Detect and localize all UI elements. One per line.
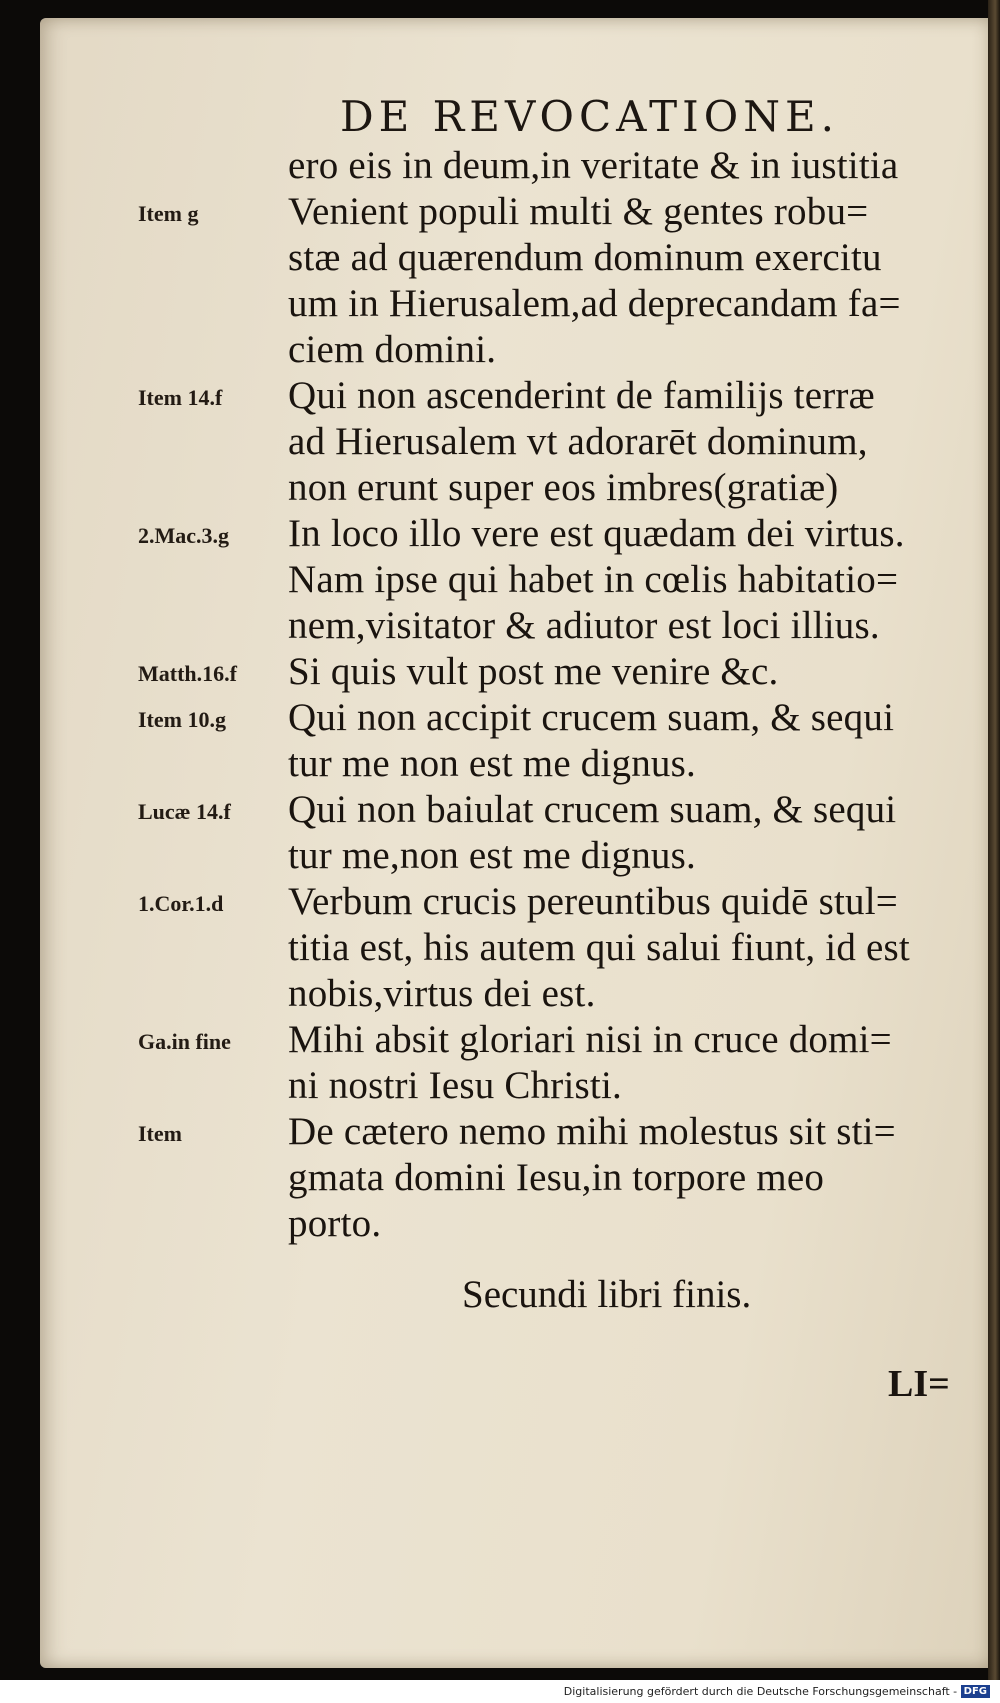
- dfg-logo: DFG: [961, 1685, 990, 1698]
- text-line: Mihi absit gloriari nisi in cruce domi=: [288, 1018, 892, 1061]
- margin-reference: Item 10.g: [138, 707, 226, 732]
- text-line: non erunt super eos imbres(gratiæ): [288, 466, 839, 509]
- text-line: tur me non est me dignus.: [288, 742, 696, 785]
- text-line: stæ ad quærendum dominum exercitu: [288, 236, 882, 279]
- footer-text: Digitalisierung gefördert durch die Deutsche Forschungsgemeinschaft -: [563, 1685, 958, 1698]
- margin-reference: Item 14.f: [138, 385, 223, 410]
- text-line: Verbum crucis pereuntibus quidē stul=: [288, 880, 898, 923]
- text-line: nobis,virtus dei est.: [288, 972, 596, 1015]
- text-line: um in Hierusalem,ad deprecandam fa=: [288, 282, 901, 325]
- book-spine-edge: [988, 0, 1000, 1703]
- running-head: DE REVOCATIONE.: [340, 92, 839, 141]
- margin-reference: Lucæ 14.f: [138, 799, 231, 824]
- text-line: Qui non accipit crucem suam, & sequi: [288, 696, 895, 739]
- explicit-line: Secundi libri finis.: [462, 1273, 752, 1316]
- text-line: ni nostri Iesu Christi.: [288, 1064, 622, 1107]
- text-line: nem,visitator & adiutor est loci illius.: [288, 604, 880, 647]
- text-line: ciem domini.: [288, 328, 497, 371]
- text-line: ero eis in deum,in veritate & in iustitia: [288, 144, 899, 187]
- text-line: De cætero nemo mihi molestus sit sti=: [288, 1110, 896, 1153]
- margin-reference: 1.Cor.1.d: [138, 891, 224, 916]
- margin-reference: Item g: [138, 201, 199, 226]
- text-line: Qui non ascenderint de familijs terræ: [288, 374, 875, 417]
- text-line: Qui non baiulat crucem suam, & sequi: [288, 788, 897, 831]
- text-line: gmata domini Iesu,in torpore meo: [288, 1156, 825, 1199]
- margin-reference: Item: [138, 1121, 182, 1146]
- footer-bar: [0, 1680, 1000, 1703]
- text-line: Si quis vult post me venire &c.: [288, 650, 779, 693]
- text-line: ad Hierusalem vt adorarēt dominum,: [288, 420, 868, 463]
- text-line: In loco illo vere est quædam dei virtus.: [288, 512, 905, 555]
- footer-credit: [564, 1680, 1000, 1698]
- text-line: porto.: [288, 1202, 382, 1245]
- text-line: Nam ipse qui habet in cœlis habitatio=: [288, 558, 899, 601]
- margin-reference: Ga.in fine: [138, 1029, 231, 1054]
- margin-reference: 2.Mac.3.g: [138, 523, 230, 548]
- margin-reference: Matth.16.f: [138, 661, 237, 686]
- text-line: tur me,non est me dignus.: [288, 834, 696, 877]
- text-line: Venient populi multi & gentes robu=: [288, 190, 869, 233]
- signature-mark: LI=: [888, 1363, 950, 1405]
- text-line: titia est, his autem qui salui fiunt, id est: [288, 926, 910, 969]
